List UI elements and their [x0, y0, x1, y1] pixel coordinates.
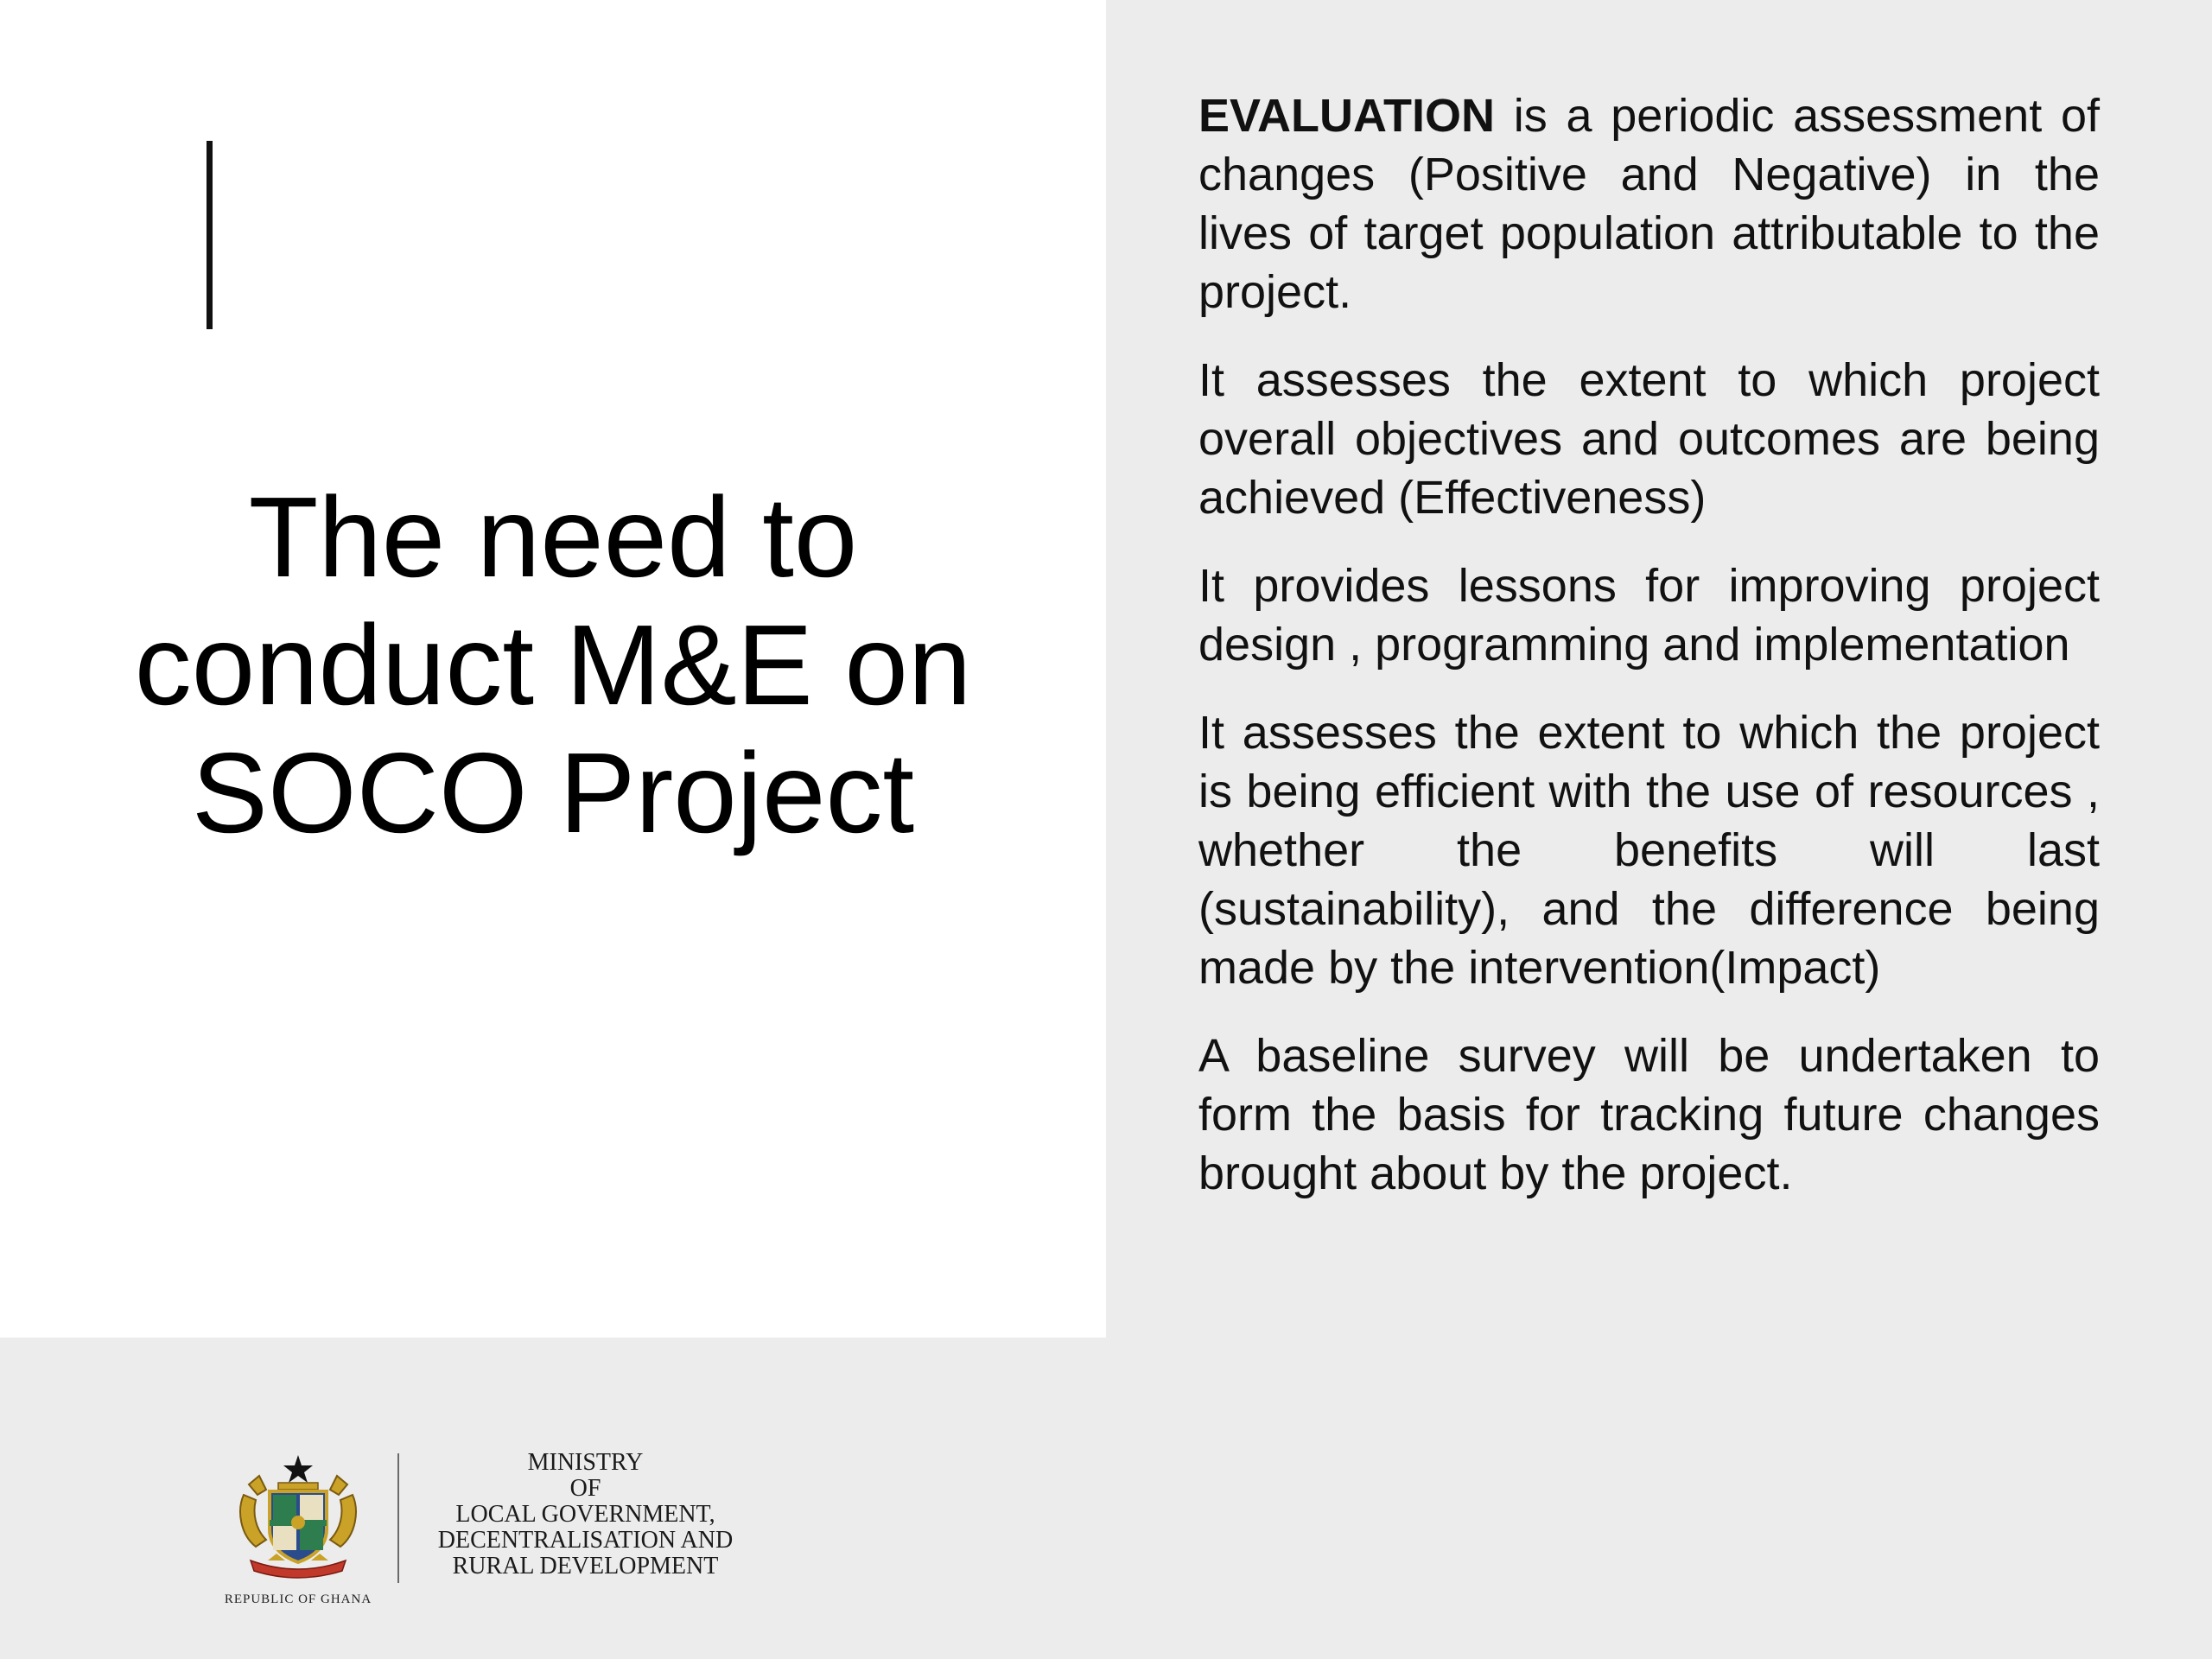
- content-panel: [1198, 86, 2100, 1232]
- paragraph-text: It assesses the extent to which project overall objectives and outcomes are being achieved (Effectiveness): [1198, 354, 2100, 524]
- title-line: The need to: [248, 474, 858, 601]
- footer: [0, 1338, 2212, 1659]
- baseline-paragraph: [1198, 1027, 2100, 1203]
- title-line: SOCO Project: [191, 729, 915, 856]
- ghana-coat-of-arms-icon: [233, 1450, 363, 1580]
- paragraph-text: It assesses the extent to which the project is being efficient with the use of resources , whether the benefits will last (sustainability), and the difference being made by the intervention(Impact): [1198, 707, 2100, 994]
- ministry-line: LOCAL GOVERNMENT,: [455, 1501, 715, 1528]
- ministry-line: OF: [569, 1475, 601, 1502]
- paragraph-text: It provides lessons for improving project design , programming and implementation: [1198, 560, 2100, 671]
- accent-bar: [207, 141, 213, 329]
- paragraph-text: is a periodic assessment of changes (Positive and Negative) in the lives of target population attributable to the project.: [1198, 90, 2100, 318]
- efficiency-paragraph: [1198, 703, 2100, 997]
- evaluation-term: EVALUATION: [1198, 90, 1495, 142]
- lessons-paragraph: [1198, 556, 2100, 674]
- title-panel: [0, 0, 1106, 1338]
- ministry-name: [419, 1450, 752, 1580]
- evaluation-definition-paragraph: [1198, 86, 2100, 321]
- ministry-line: RURAL DEVELOPMENT: [452, 1553, 719, 1580]
- ministry-logo: [212, 1450, 765, 1623]
- slide-title: [69, 474, 1037, 857]
- effectiveness-paragraph: [1198, 351, 2100, 527]
- title-line: conduct M&E on: [134, 601, 972, 728]
- ministry-line: DECENTRALISATION AND: [437, 1527, 734, 1554]
- logo-divider: [397, 1453, 399, 1583]
- republic-of-ghana-label: REPUBLIC OF GHANA: [224, 1592, 372, 1606]
- paragraph-text: A baseline survey will be undertaken to form the basis for tracking future changes brought about by the project.: [1198, 1030, 2100, 1199]
- ministry-line: MINISTRY: [527, 1449, 644, 1476]
